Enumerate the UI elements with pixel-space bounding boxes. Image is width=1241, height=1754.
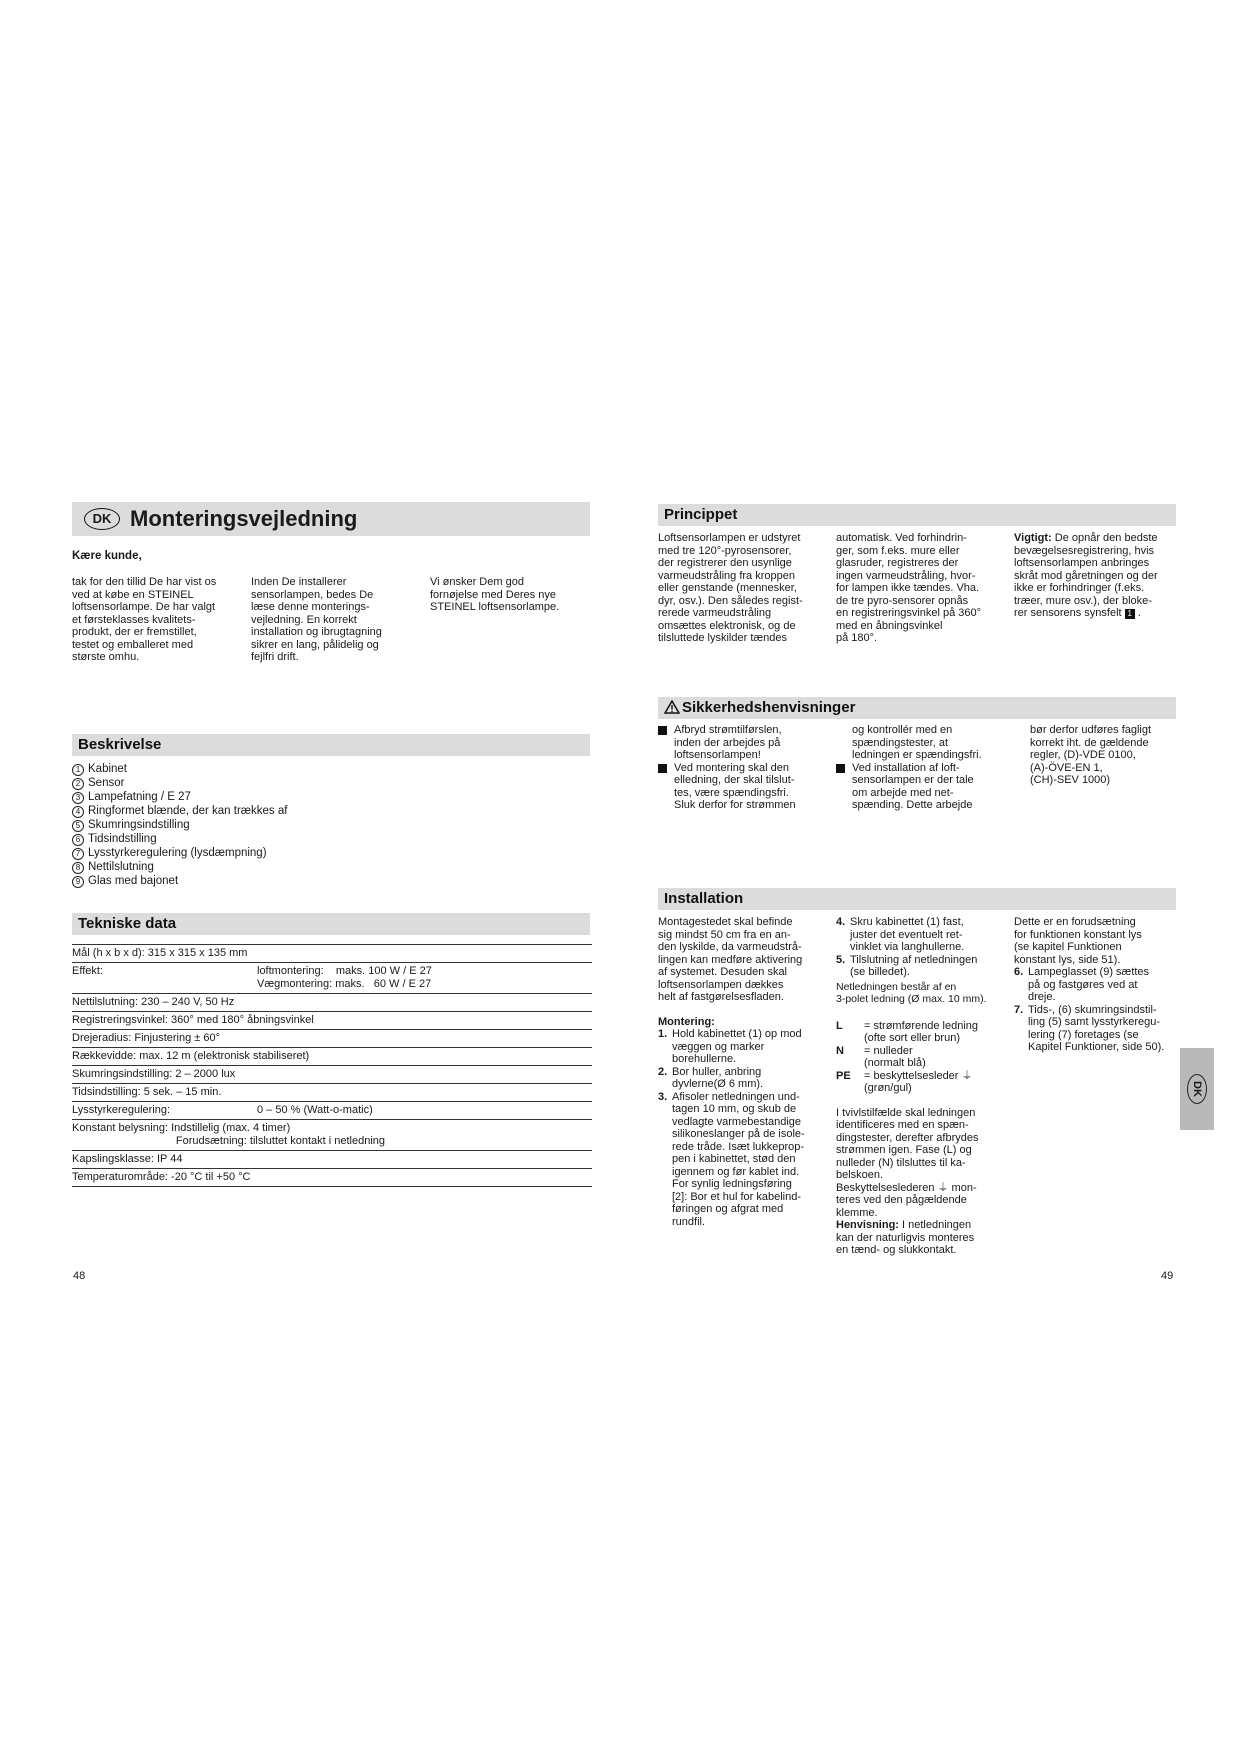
- step-text: Afisoler netledningen und- tagen 10 mm, og skub de vedlagte varmebestandige silikoneslanger på de isole- rede tråde. Isæt lukkeprop- pen i kabinettet, stød den igennem og før kablet ind. For synlig ledningsføring [2]: Bor et hul for kabelind- føringen og afgrat med rundfil.: [672, 1090, 805, 1228]
- description-item: [72, 832, 572, 846]
- description-item-label: Tidsindstilling: [88, 833, 157, 845]
- step-number: 3.: [658, 1090, 668, 1103]
- important-label: Vigtigt:: [1014, 532, 1052, 544]
- installation-step: [1014, 966, 1184, 1004]
- tech-row: [72, 1065, 592, 1083]
- language-badge: DK: [84, 508, 120, 530]
- page-title-bar: [72, 502, 590, 536]
- step-text: Bor huller, anbring dyvlerne(Ø 6 mm).: [672, 1065, 764, 1090]
- bullet-square: [836, 764, 845, 773]
- description-item-label: Nettilslutning: [88, 861, 154, 873]
- step-number: 1.: [658, 1028, 668, 1040]
- tech-label: Mål (h x b x d): 315 x 315 x 135 mm: [72, 947, 248, 959]
- section-heading-beskrivelse: Beskrivelse: [72, 734, 590, 756]
- tech-row: [72, 1083, 592, 1101]
- tech-label: Lysstyrkeregulering:: [72, 1104, 171, 1116]
- section-heading-tekniske-data: Tekniske data: [72, 913, 590, 935]
- tech-row: [72, 1168, 592, 1187]
- wire-code: N: [836, 1044, 844, 1057]
- figure-ref-1: 1: [1125, 609, 1135, 619]
- dk-badge: DK: [1187, 1074, 1207, 1104]
- tech-label: Konstant belysning: Indstillelig (max. 4 timer) Forudsætning: tilsluttet kontakt i netledning: [72, 1122, 386, 1147]
- tech-label: Registreringsvinkel: 360° med 180° åbningsvinkel: [72, 1014, 314, 1026]
- item-number-circle: 3: [72, 792, 84, 804]
- description-item: [72, 762, 572, 776]
- intro-col-2: Inden De installerer sensorlampen, bedes De læse denne monterings- vejledning. En korrekt installation og ibrugtagning sikrer en lang, pålidelig og fejlfri drift.: [251, 576, 382, 663]
- intro-col-3: Vi ønsker Dem god fornøjelse med Deres nye STEINEL loftsensorlampe.: [430, 576, 560, 613]
- description-item: [72, 846, 572, 860]
- bullet-square: [658, 726, 667, 735]
- description-item: [72, 818, 572, 832]
- step-text: Skru kabinettet (1) fast, juster det eventuelt ret- vinklet via langhullerne.: [850, 916, 965, 953]
- tech-data-table: [72, 944, 592, 1187]
- netledning-note: Netledningen består af en 3-polet ledning (Ø max. 10 mm).: [836, 980, 987, 1005]
- safety-col-1: Afbryd strømtilførslen, inden der arbejdes på loftsensorlampen! Ved montering skal den elledning, der skal tilslut- tes, være spændingsfri. Sluk derfor for strømmen: [658, 724, 828, 812]
- description-item: [72, 860, 572, 874]
- installation-col2-text: I tvivlstilfælde skal ledningen identificeres med en spæn- dingstester, derefter afbrydes strømmen igen. Fase (L) og nulleder (N) tilsluttes til ka- belskoen. Beskyttelseslederen ⏚ mon- teres ved den pågældende klemme.: [836, 1106, 979, 1219]
- installation-col-1: Montagestedet skal befinde sig mindst 50 cm fra en an- den lyskilde, da varmeudstrå- lingen kan medføre aktivering af systemet. Desuden skal loftsensorlampen dækkes helt af fastgørelsesfladen. Montering: 1. Hold kabinettet (1) op mod væggen og marker borehullerne. 2. Bor huller, anbring dyvlerne(Ø 6 mm). 3. Afisoler netledningen und- tagen 10 mm, og skub de vedlagte varmebestandige silikoneslanger på de isole- rede tråde. Isæt lukkeprop- pen i kabinettet, stød den igennem og før kablet ind. For synlig ledningsføring [2]: Bor et hul for kabelind- føringen og afgrat med rundfil.: [658, 916, 828, 1228]
- section-heading-princippet: Princippet: [658, 504, 1176, 526]
- installation-step: [658, 1028, 828, 1066]
- step-number: 4.: [836, 916, 846, 928]
- tech-value: loftmontering: maks. 100 W / E 27 Vægmontering: maks. 60 W / E 27: [257, 965, 432, 990]
- description-item: [72, 776, 572, 790]
- item-number-circle: 1: [72, 764, 84, 776]
- installation-step: [836, 916, 1006, 954]
- installation-col-2: 4. Skru kabinettet (1) fast, juster det eventuelt ret- vinklet via langhullerne. 5. Tilslutning af netledningen (se billedet). Netledningen består af en 3-polet ledning (Ø max. 10 mm). L = strømførende ledning (ofte sort eller brun) N = nulleder (normalt blå) PE = beskyttelsesleder ⏚ (grøn/gul) I tvivlstilfælde skal ledningen identificeres med en spæn- dingstester, derefter afbrydes strømmen igen. Fase (L) og nulleder (N) tilsluttes til ka- belskoen. Beskyttelseslederen ⏚ mon- teres ved den pågældende klemme. Henvisning: I netledningen kan der naturligvis monteres en tænd- og slukkontakt.: [836, 916, 1006, 1257]
- tech-row: [72, 1119, 592, 1150]
- description-item-label: Ringformet blænde, der kan trækkes af: [88, 805, 288, 817]
- step-text: Tids-, (6) skumringsindstil- ling (5) samt lysstyrkeregu- lering (7) foretages (se Kapitel Funktioner, side 50).: [1028, 1003, 1165, 1053]
- henvisning-label: Henvisning:: [836, 1219, 899, 1231]
- tech-label: Rækkevidde: max. 12 m (elektronisk stabiliseret): [72, 1050, 310, 1062]
- item-number-circle: 4: [72, 806, 84, 818]
- principle-col-1: Loftsensorlampen er udstyret med tre 120°-pyrosensorer, der registrerer den usynlige varmeudstråling fra kroppen eller genstande (mennesker, dyr, osv.). Den således regist- rerede varmeudstråling omsættes elektronisk, og de tilsluttede lyskilder tændes: [658, 532, 803, 644]
- wire-entry: [836, 1020, 1006, 1045]
- tech-row: [72, 1150, 592, 1168]
- wire-entry: [836, 1045, 1006, 1070]
- page-title: Monteringsvejledning: [130, 506, 358, 531]
- description-item-label: Glas med bajonet: [88, 875, 179, 887]
- tech-row: [72, 1047, 592, 1065]
- tech-label: Nettilslutning: 230 – 240 V, 50 Hz: [72, 996, 235, 1008]
- item-number-circle: 7: [72, 848, 84, 860]
- greeting: Kære kunde,: [72, 550, 142, 562]
- item-number-circle: 2: [72, 778, 84, 790]
- principle-col-3: Vigtigt: De opnår den bedste bevægelsesregistrering, hvis loftsensorlampen anbringes skråt mod gåretningen og der ikke er forhindringer (f.eks. træer, mure osv.), der bloke- rer sensorens synsfelt 1 .: [1014, 532, 1158, 619]
- step-number: 5.: [836, 953, 846, 966]
- item-number-circle: 6: [72, 834, 84, 846]
- description-item: [72, 874, 572, 888]
- page-number-right: 49: [1161, 1270, 1174, 1282]
- step-text: Hold kabinettet (1) op mod væggen og marker borehullerne.: [672, 1028, 802, 1065]
- safety-col-2: og kontrollér med en spændingstester, at ledningen er spændingsfri. Ved installation af loft- sensorlampen er der tale om arbejde med net- spænding. Dette arbejde: [836, 724, 1006, 812]
- wire-entry: [836, 1070, 1006, 1095]
- step-number: 7.: [1014, 1003, 1024, 1016]
- description-item-label: Skumringsindstilling: [88, 819, 190, 831]
- page-number-left: 48: [73, 1270, 86, 1282]
- tech-label: Effekt:: [72, 965, 103, 977]
- principle-col-2: automatisk. Ved forhindrin- ger, som f.eks. mure eller glasruder, registreres der ingen varmeudstråling, hvor- for lampen ikke tændes. Vha. de tre pyro-sensorer opnås en registreringsvinkel på 360° med en åbningsvinkel på 180°.: [836, 532, 982, 644]
- item-number-circle: 9: [72, 876, 84, 888]
- installation-step: [658, 1091, 828, 1229]
- installation-step: [1014, 1004, 1184, 1054]
- description-item-label: Lysstyrkeregulering (lysdæmpning): [88, 847, 267, 859]
- step-text: Tilslutning af netledningen (se billedet).: [850, 953, 978, 978]
- section-heading-sikkerhed: Sikkerhedshenvisninger: [658, 697, 1176, 719]
- tech-label: Drejeradius: Finjustering ± 60°: [72, 1032, 221, 1044]
- tech-label: Temperaturområde: -20 °C til +50 °C: [72, 1171, 251, 1183]
- description-item-label: Kabinet: [88, 763, 128, 775]
- tech-row: [72, 962, 592, 993]
- intro-col-1: tak for den tillid De har vist os ved at købe en STEINEL loftsensorlampe. De har valgt et førsteklasses kvalitets- produkt, der er fremstillet, testet og emballeret med største omhu.: [72, 576, 217, 663]
- language-side-tab: [1180, 1048, 1214, 1130]
- step-text: Lampeglasset (9) sættes på og fastgøres ved at dreje.: [1028, 966, 1150, 1003]
- installation-step: [658, 1066, 828, 1091]
- tech-label: Skumringsindstilling: 2 – 2000 lux: [72, 1068, 236, 1080]
- description-list: [72, 762, 572, 888]
- wire-description: = nulleder (normalt blå): [864, 1044, 926, 1069]
- description-item-label: Lampefatning / E 27: [88, 791, 191, 803]
- tech-row: [72, 944, 592, 962]
- tech-row: [72, 1011, 592, 1029]
- description-item: [72, 790, 572, 804]
- tech-label: Kapslingsklasse: IP 44: [72, 1153, 183, 1165]
- wire-code: PE: [836, 1069, 851, 1082]
- item-number-circle: 5: [72, 820, 84, 832]
- installation-step: [836, 954, 1006, 979]
- wire-code: L: [836, 1019, 843, 1032]
- step-number: 2.: [658, 1065, 668, 1078]
- tech-row: [72, 1101, 592, 1119]
- description-item-label: Sensor: [88, 777, 125, 789]
- warning-icon: [664, 700, 680, 714]
- safety-col-3: bør derfor udføres fagligt korrekt iht. de gældende regler, (D)-VDE 0100, (A)-ÖVE-EN 1, (CH)-SEV 1000): [1030, 724, 1152, 786]
- section-heading-installation: Installation: [658, 888, 1176, 910]
- montering-label: Montering:: [658, 1015, 715, 1028]
- tech-value: 0 – 50 % (Watt-o-matic): [257, 1104, 373, 1116]
- tech-label: Tidsindstilling: 5 sek. – 15 min.: [72, 1086, 222, 1098]
- item-number-circle: 8: [72, 862, 84, 874]
- description-item: [72, 804, 572, 818]
- installation-col-3: Dette er en forudsætning for funktionen konstant lys (se kapitel Funktionen konstant lys, side 51). 6. Lampeglasset (9) sættes på og fastgøres ved at dreje. 7. Tids-, (6) skumringsindstil- ling (5) samt lysstyrkeregu- lering (7) foretages (se Kapitel Funktioner, side 50).: [1014, 916, 1184, 1054]
- wire-description: = strømførende ledning (ofte sort eller brun): [864, 1019, 979, 1044]
- step-number: 6.: [1014, 966, 1024, 978]
- tech-row: [72, 993, 592, 1011]
- tech-row: [72, 1029, 592, 1047]
- wire-description: = beskyttelsesleder ⏚ (grøn/gul): [864, 1069, 973, 1094]
- bullet-square: [658, 764, 667, 773]
